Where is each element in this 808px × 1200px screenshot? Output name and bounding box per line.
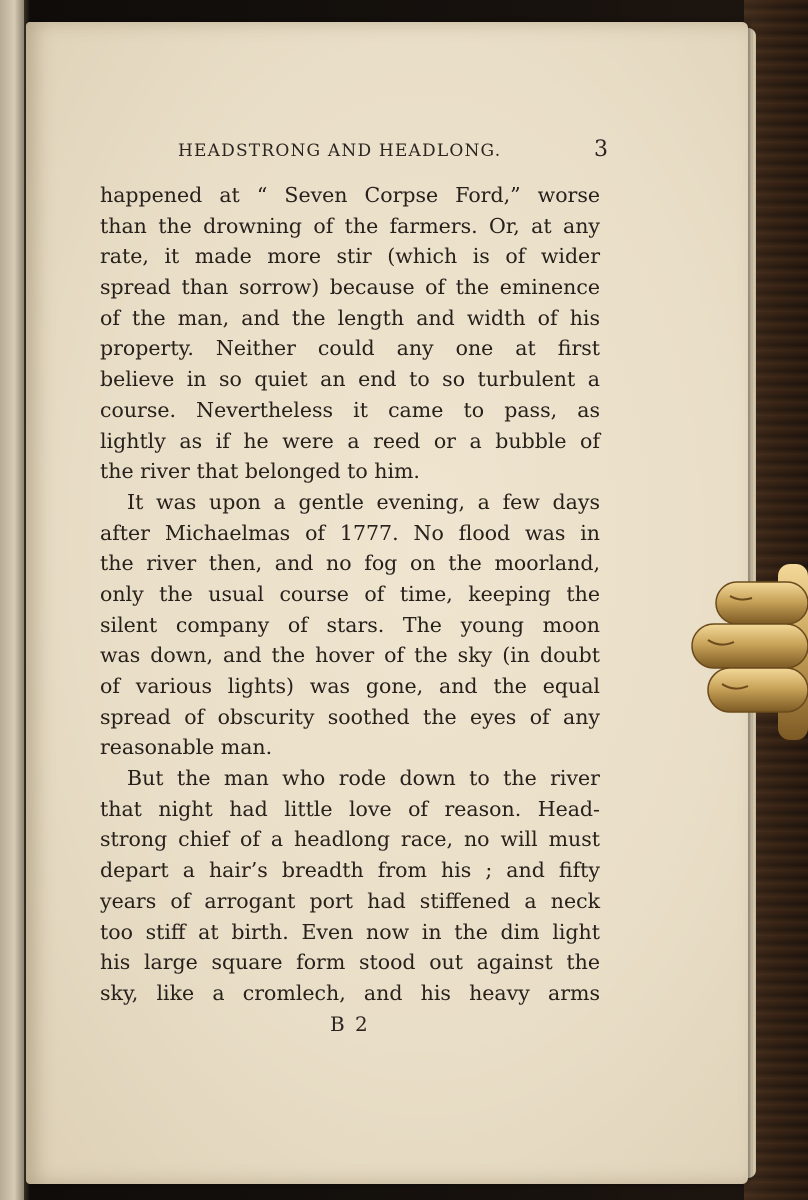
text-line: It was upon a gentle evening, a few days xyxy=(127,489,600,514)
text-line: course. Nevertheless it came to pass, as xyxy=(100,397,600,422)
text-line: reasonable man. xyxy=(100,735,273,760)
previous-leaf-edge xyxy=(0,0,24,1200)
signature-mark: B 2 xyxy=(330,1012,370,1036)
text-line: sky, like a cromlech, and his heavy arms xyxy=(100,980,600,1005)
brass-clasp xyxy=(690,560,808,750)
running-title: HEADSTRONG AND HEADLONG. xyxy=(178,141,502,161)
text-line: silent company of stars. The young moon xyxy=(100,612,600,637)
text-line: property. Neither could any one at first xyxy=(100,336,600,361)
text-line: happened at “ Seven Corpse Ford,” worse xyxy=(100,183,600,207)
text-line: too stiff at birth. Even now in the dim light xyxy=(100,919,600,944)
page-number: 3 xyxy=(594,137,608,162)
text-line: spread than sorrow) because of the eminence xyxy=(100,275,600,300)
text-line: his large square form stood out against the xyxy=(100,950,600,975)
text-line: years of arrogant port had stiffened a neck xyxy=(100,888,600,913)
text-line: believe in so quiet an end to so turbulent a xyxy=(100,367,600,392)
text-line: that night had little love of reason. Head- xyxy=(100,796,600,821)
text-line: of the man, and the length and width of his xyxy=(100,305,600,330)
text-line: only the usual course of time, keeping the xyxy=(100,581,600,606)
text-line: spread of obscurity soothed the eyes of any xyxy=(100,704,600,729)
text-line: rate, it made more stir (which is of wider xyxy=(100,244,600,269)
text-line: the river that belonged to him. xyxy=(100,459,420,484)
text-line: of various lights) was gone, and the equal xyxy=(100,674,600,698)
text-line: after Michaelmas of 1777. No flood was in xyxy=(100,520,600,545)
running-head xyxy=(178,137,608,162)
text-line: was down, and the hover of the sky (in doubt xyxy=(100,643,600,668)
text-line: the river then, and no fog on the moorland, xyxy=(100,551,600,576)
text-line: lightly as if he were a reed or a bubble of xyxy=(100,428,600,453)
body-text xyxy=(100,180,600,1009)
text-line: than the drowning of the farmers. Or, at any xyxy=(100,213,600,238)
text-line: depart a hair’s breadth from his ; and fifty xyxy=(100,858,600,883)
text-line: strong chief of a headlong race, no will must xyxy=(100,827,600,852)
text-line: But the man who rode down to the river xyxy=(127,766,600,791)
